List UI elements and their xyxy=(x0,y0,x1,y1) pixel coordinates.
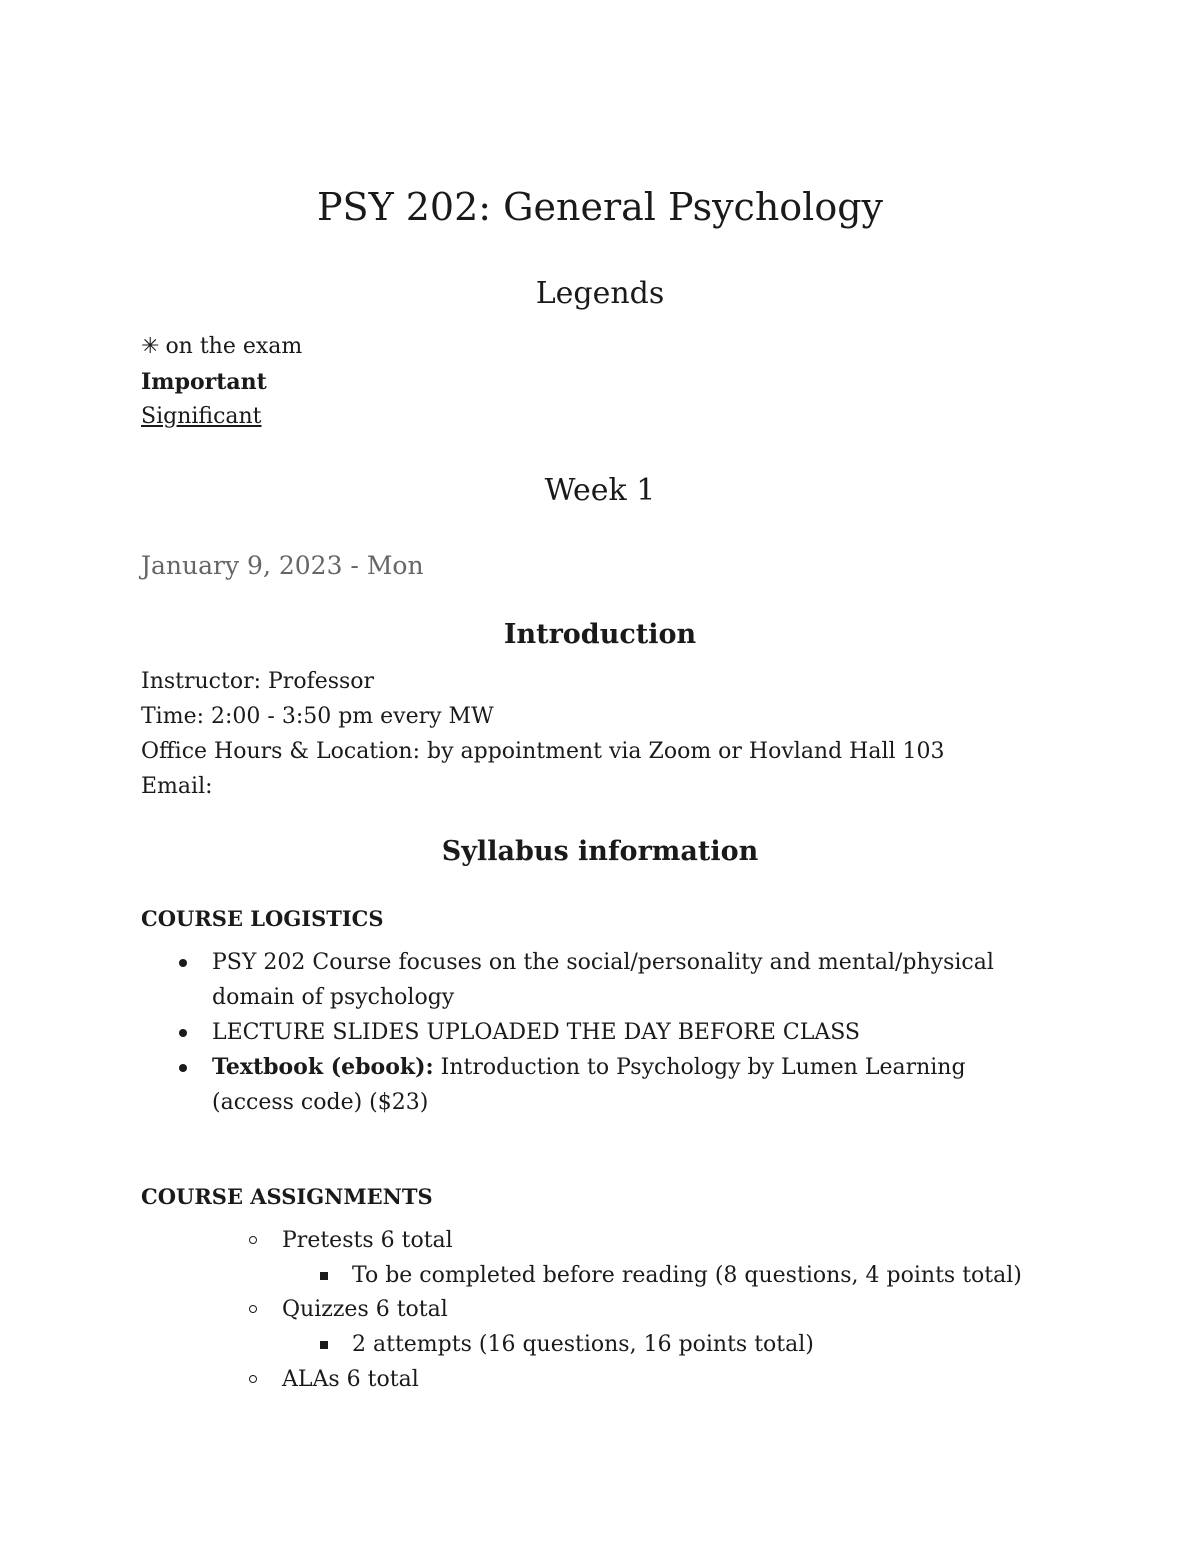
hollow-bullet-icon xyxy=(249,1375,257,1383)
list-item xyxy=(141,1015,1041,1050)
legend-important: Important xyxy=(141,369,267,395)
list-item-text: Introduction to Psychology by Lumen Learning (access code) ($23) xyxy=(212,1055,966,1115)
square-bullet-icon xyxy=(320,1272,328,1280)
assignment-quizzes: Quizzes 6 total xyxy=(282,1297,448,1322)
week-heading: Week 1 xyxy=(544,473,656,508)
email-line: Email: xyxy=(141,774,213,799)
syllabus-heading: Syllabus information xyxy=(441,836,759,867)
logistics-list xyxy=(141,945,1041,1120)
list-item-bold: Textbook (ebook): xyxy=(212,1054,434,1080)
bullet-dot-icon xyxy=(179,959,187,967)
instructor-line: Instructor: Professor xyxy=(141,669,375,694)
legend-list xyxy=(141,330,302,435)
bullet-dot-icon xyxy=(179,1029,187,1037)
lecture-date: January 9, 2023 - Mon xyxy=(141,551,424,580)
legend-exam xyxy=(141,330,302,365)
list-item xyxy=(282,1292,448,1327)
legend-significant: Significant xyxy=(141,404,262,429)
course-info xyxy=(141,665,945,805)
bullet-dot-icon xyxy=(179,1064,187,1072)
assignment-alas: ALAs 6 total xyxy=(282,1367,419,1392)
list-item xyxy=(282,1362,419,1397)
asterisk-icon: ✳ xyxy=(141,334,160,359)
legends-heading: Legends xyxy=(535,276,665,311)
hollow-bullet-icon xyxy=(249,1236,257,1244)
legend-exam-text: on the exam xyxy=(165,334,303,359)
list-item xyxy=(141,1050,1041,1120)
document-title: PSY 202: General Psychology xyxy=(316,185,883,229)
assignment-quizzes-detail: 2 attempts (16 questions, 16 points total) xyxy=(352,1332,814,1357)
square-bullet-icon xyxy=(320,1341,328,1349)
introduction-heading: Introduction xyxy=(503,619,697,650)
list-item-text: LECTURE SLIDES UPLOADED THE DAY BEFORE CLASS xyxy=(212,1020,860,1045)
assignments-label: COURSE ASSIGNMENTS xyxy=(141,1184,433,1209)
logistics-label: COURSE LOGISTICS xyxy=(141,906,384,931)
hollow-bullet-icon xyxy=(249,1305,257,1313)
assignment-pretests: Pretests 6 total xyxy=(282,1228,453,1253)
office-hours-line: Office Hours & Location: by appointment via Zoom or Hovland Hall 103 xyxy=(141,739,945,764)
assignment-pretests-detail: To be completed before reading (8 questions, 4 points total) xyxy=(352,1263,1022,1288)
list-item xyxy=(141,945,1041,1015)
list-item xyxy=(352,1258,1022,1293)
list-item xyxy=(352,1327,814,1362)
time-line: Time: 2:00 - 3:50 pm every MW xyxy=(141,704,494,729)
list-item xyxy=(282,1223,453,1258)
list-item-text: PSY 202 Course focuses on the social/personality and mental/physical domain of psychology xyxy=(212,950,994,1010)
